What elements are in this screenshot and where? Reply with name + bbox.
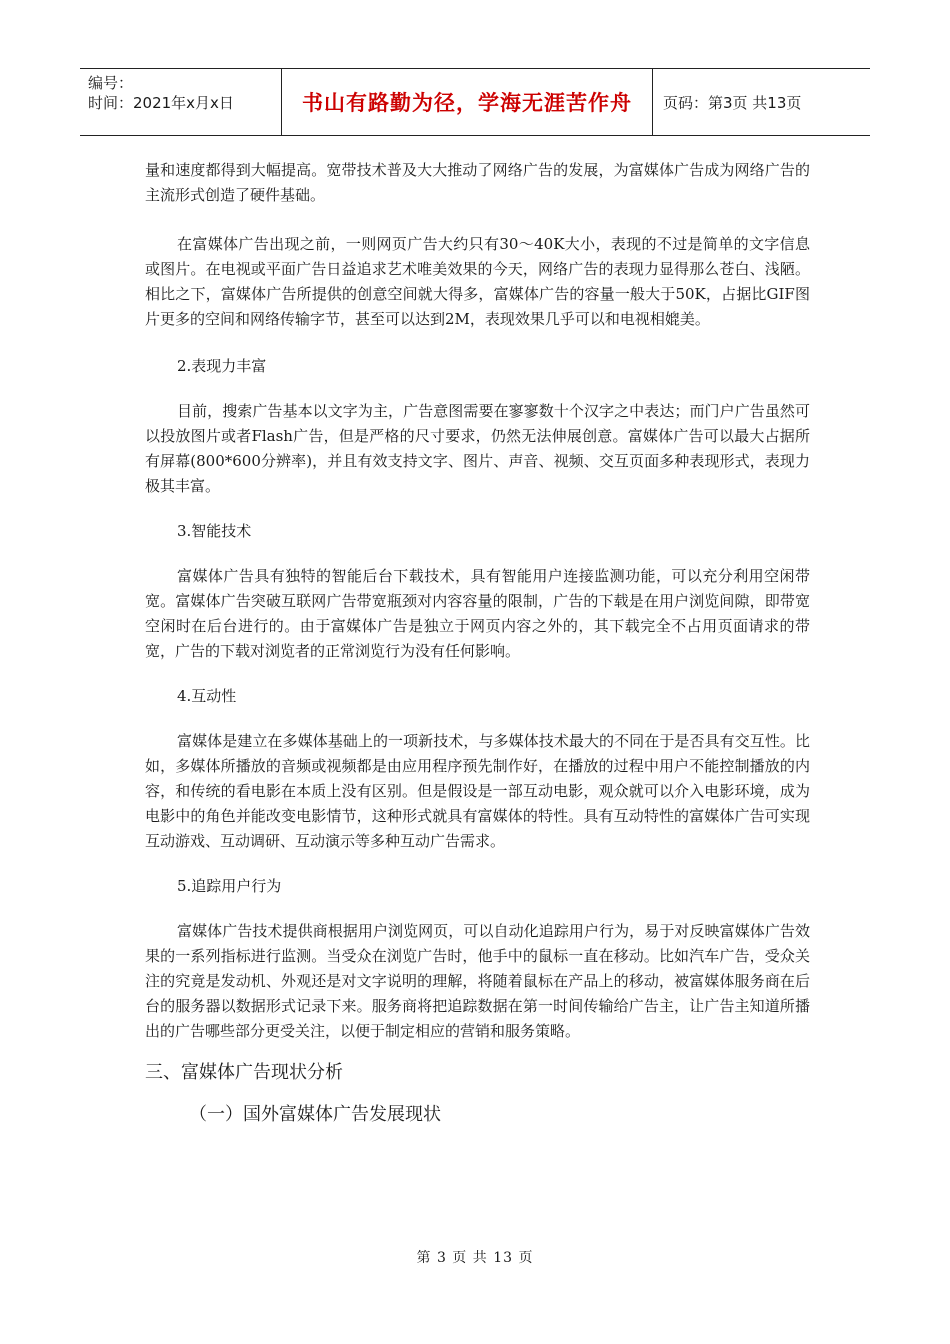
paragraph: 量和速度都得到大幅提高。宽带技术普及大大推动了网络广告的发展，为富媒体广告成为网络广告的主流形式创造了硬件基础。	[145, 161, 810, 204]
document-code: 编号：	[88, 74, 134, 92]
chapter-heading: 三、富媒体广告现状分析	[145, 1062, 343, 1083]
header-meta	[80, 69, 281, 135]
section-heading: 3.智能技术	[177, 522, 252, 540]
paragraph: 在富媒体广告出现之前，一则网页广告大约只有30～40K大小，表现的不过是简单的文字信息或图片。在电视或平面广告日益追求艺术唯美效果的今天，网络广告的表现力显得那么苍白、浅陋。相比之下，富媒体广告所提供的创意空间就大得多，富媒体广告的容量一般大于50K，占据比GIF图片更多的空间和网络传输字节，甚至可以达到2M，表现效果几乎可以和电视相媲美。	[145, 235, 810, 328]
paragraph: 目前，搜索广告基本以文字为主，广告意图需要在寥寥数十个汉字之中表达；而门户广告虽然可以投放图片或者Flash广告，但是严格的尺寸要求，仍然无法伸展创意。富媒体广告可以最大占据所有屏幕(800*600分辨率)，并且有效支持文字、图片、声音、视频、交互页面多种表现形式，表现力极其丰富。	[145, 402, 810, 495]
section-heading: 4.互动性	[177, 687, 237, 705]
section-heading: 2.表现力丰富	[177, 357, 267, 375]
header-page-info: 页码：第3页 共13页	[663, 93, 802, 112]
document-date: 时间：2021年x月x日	[88, 94, 234, 112]
page-header	[80, 68, 870, 136]
page-footer: 第 3 页 共 13 页	[416, 1250, 534, 1266]
paragraph: 富媒体广告具有独特的智能后台下载技术，具有智能用户连接监测功能，可以充分利用空闲带宽。富媒体广告突破互联网广告带宽瓶颈对内容容量的限制，广告的下载是在用户浏览间隙，即带宽空闲时在后台进行的。由于富媒体广告是独立于网页内容之外的，其下载完全不占用页面请求的带宽，广告的下载对浏览者的正常浏览行为没有任何影响。	[145, 567, 810, 660]
paragraph: 富媒体是建立在多媒体基础上的一项新技术，与多媒体技术最大的不同在于是否具有交互性。比如，多媒体所播放的音频或视频都是由应用程序预先制作好，在播放的过程中用户不能控制播放的内容，和传统的看电影在本质上没有区别。但是假设是一部互动电影，观众就可以介入电影环境，成为电影中的角色并能改变电影情节，这种形式就具有富媒体的特性。具有互动特性的富媒体广告可实现互动游戏、互动调研、互动演示等多种互动广告需求。	[145, 732, 810, 850]
paragraph: 富媒体广告技术提供商根据用户浏览网页，可以自动化追踪用户行为，易于对反映富媒体广告效果的一系列指标进行监测。当受众在浏览广告时，他手中的鼠标一直在移动。比如汽车广告，受众关注的究竟是发动机、外观还是对文字说明的理解，将随着鼠标在产品上的移动，被富媒体服务商在后台的服务器以数据形式记录下来。服务商将把追踪数据在第一时间传输给广告主，让广告主知道所播出的广告哪些部分更受关注，以便于制定相应的营销和服务策略。	[145, 922, 810, 1040]
subchapter-heading: （一）国外富媒体广告发展现状	[189, 1104, 441, 1125]
document-body	[145, 158, 810, 1128]
header-motto: 书山有路勤为径，学海无涯苦作舟	[281, 69, 653, 135]
section-heading: 5.追踪用户行为	[177, 877, 282, 895]
